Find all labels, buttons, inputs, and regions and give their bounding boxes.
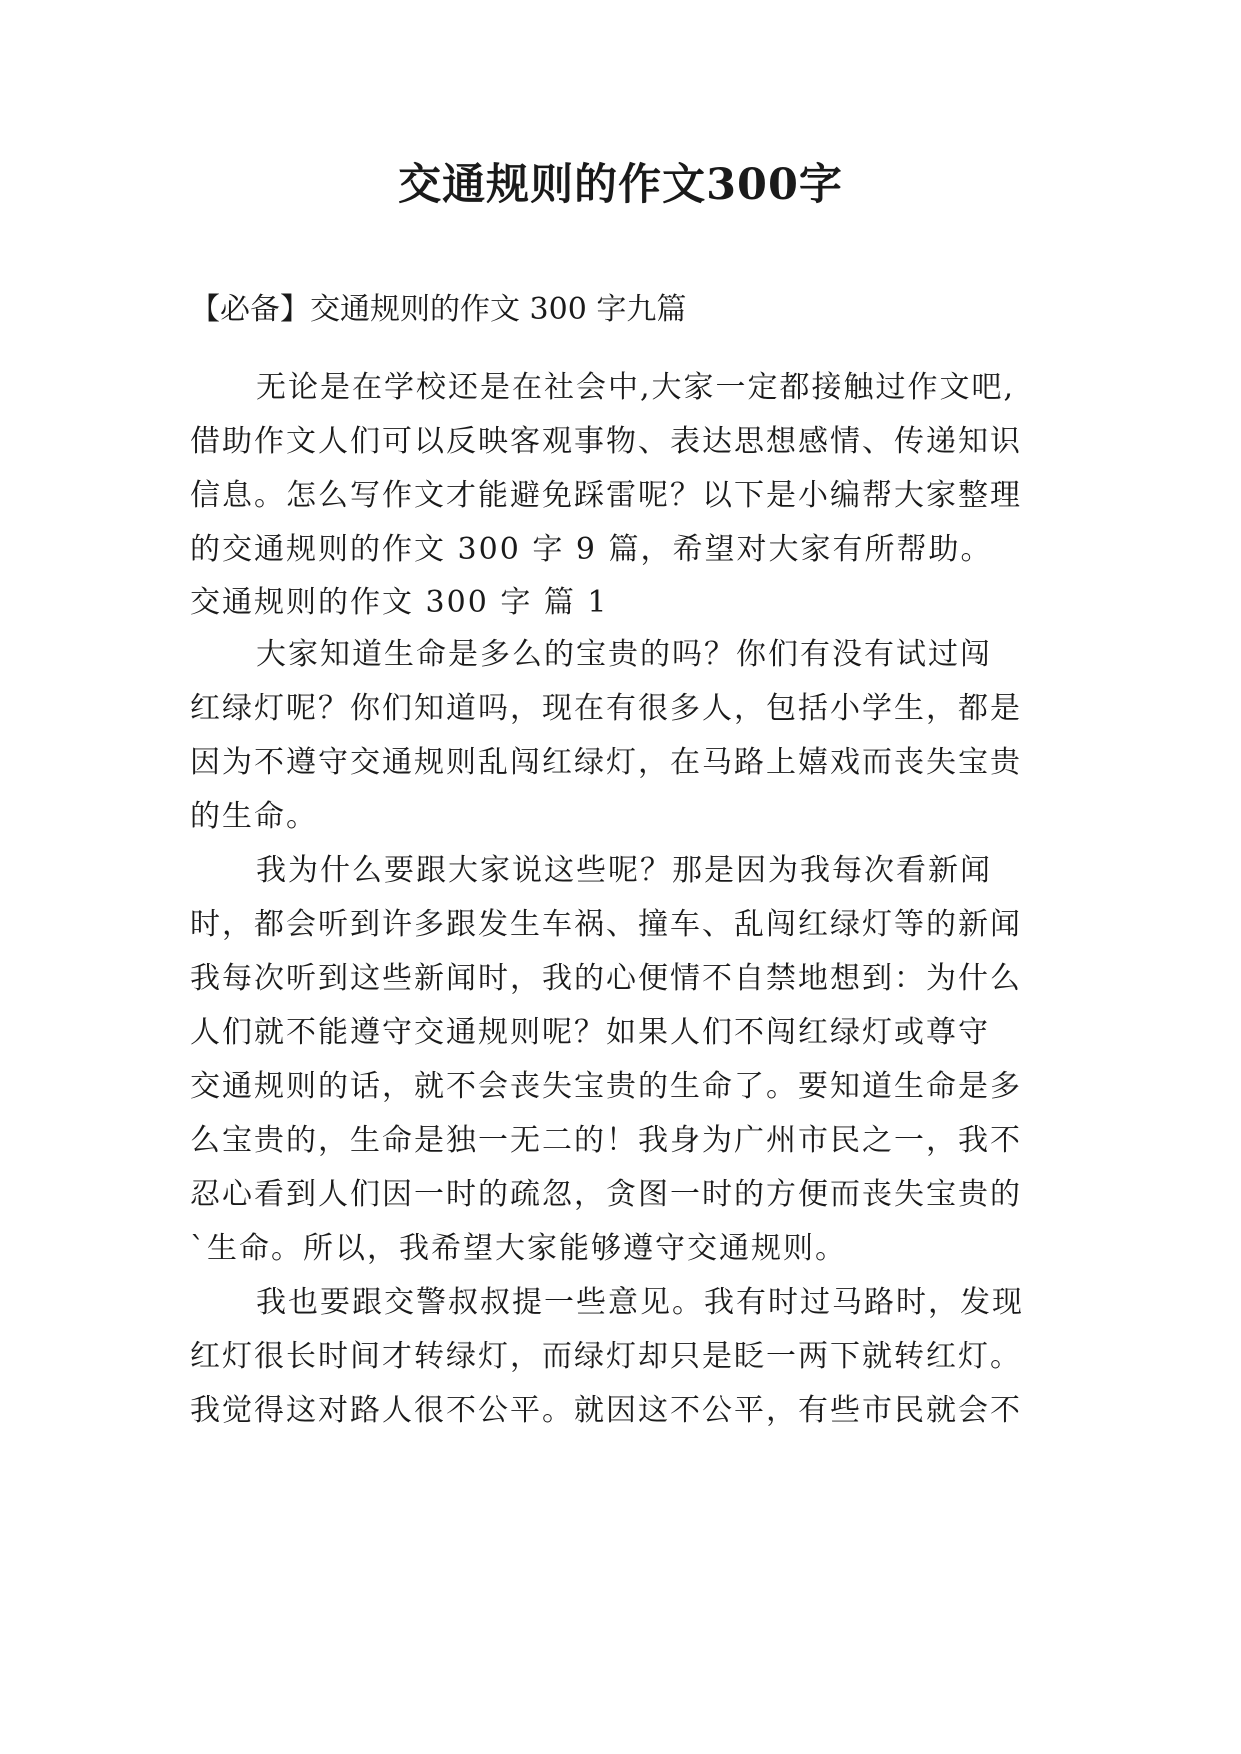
- paragraph-line: 我每次听到这些新闻时，我的心便情不自禁地想到：为什么: [190, 961, 1022, 996]
- paragraph-line: 因为不遵守交通规则乱闯红绿灯，在马路上嬉戏而丧失宝贵: [190, 745, 1022, 780]
- paragraph-line: 大家知道生命是多么的宝贵的吗？你们有没有试过闯: [256, 637, 992, 672]
- intro-line: 借助作文人们可以反映客观事物、表达思想感情、传递知识: [190, 424, 1022, 459]
- paragraph-line: 的生命。: [190, 799, 318, 834]
- paragraph-line: 我也要跟交警叔叔提一些意见。我有时过马路时，发现: [256, 1285, 1024, 1320]
- section-heading: 交通规则的作文 300 字 篇 1: [190, 585, 609, 620]
- paragraph-line: 红灯很长时间才转绿灯，而绿灯却只是眨一两下就转红灯。: [190, 1339, 1022, 1374]
- paragraph-line: 红绿灯呢？你们知道吗，现在有很多人，包括小学生，都是: [190, 691, 1022, 726]
- document-title: 交通规则的作文300字: [398, 160, 843, 210]
- intro-line: 信息。怎么写作文才能避免踩雷呢？以下是小编帮大家整理: [190, 478, 1022, 513]
- intro-line: 无论是在学校还是在社会中,大家一定都接触过作文吧,: [256, 370, 1016, 405]
- paragraph-line: `生命。所以，我希望大家能够遵守交通规则。: [190, 1231, 847, 1266]
- intro-line: 的交通规则的作文 300 字 9 篇，希望对大家有所帮助。: [190, 532, 993, 567]
- paragraph-line: 交通规则的话，就不会丧失宝贵的生命了。要知道生命是多: [190, 1069, 1022, 1104]
- paragraph-line: 么宝贵的，生命是独一无二的！我身为广州市民之一，我不: [190, 1123, 1022, 1158]
- paragraph-line: 忍心看到人们因一时的疏忽，贪图一时的方便而丧失宝贵的: [190, 1177, 1022, 1212]
- paragraph-line: 人们就不能遵守交通规则呢？如果人们不闯红绿灯或尊守: [190, 1015, 990, 1050]
- paragraph-line: 我为什么要跟大家说这些呢？那是因为我每次看新闻: [256, 853, 992, 888]
- paragraph-line: 时，都会听到许多跟发生车祸、撞车、乱闯红绿灯等的新闻: [190, 907, 1022, 942]
- document-subtitle: 【必备】交通规则的作文 300 字九篇: [190, 292, 687, 327]
- paragraph-line: 我觉得这对路人很不公平。就因这不公平，有些市民就会不: [190, 1393, 1022, 1428]
